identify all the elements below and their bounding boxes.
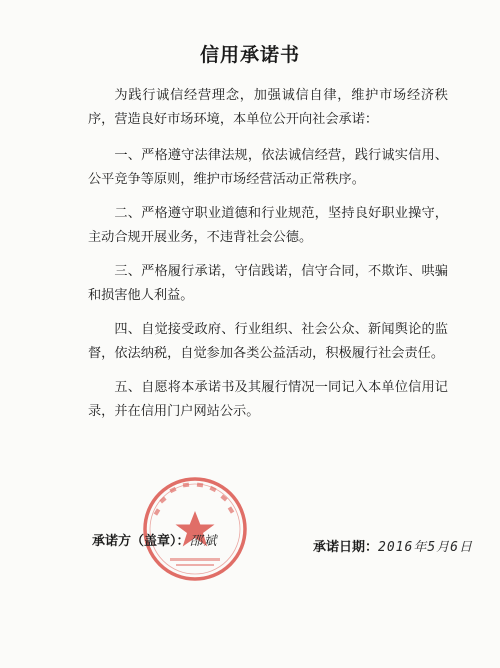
date-handwritten: 2016年5月6日 xyxy=(378,540,473,555)
date-label: 承诺日期： xyxy=(313,540,379,555)
commitment-item-2: 二、严格遵守职业道德和行业规范，坚持良好职业操守，主动合规开展业务，不违背社会公德。 xyxy=(88,206,448,245)
letter-body xyxy=(88,84,448,434)
company-seal-stamp xyxy=(140,474,250,584)
signer-label: 承诺方（盖章）： xyxy=(92,534,190,549)
date-line xyxy=(313,536,473,555)
commitment-item-5: 五、自愿将本承诺书及其履行情况一同记入本单位信用记录，并在信用门户网站公示。 xyxy=(88,380,448,419)
commitment-item-3: 三、严格履行承诺，守信践诺，信守合同，不欺诈、哄骗和损害他人利益。 xyxy=(88,264,448,303)
commitment-item-4: 四、自觉接受政府、行业组织、社会公众、新闻舆论的监督，依法纳税，自觉参加各类公益活动，积极履行社会责任。 xyxy=(88,322,448,361)
document-title: 信用承诺书 xyxy=(199,44,300,66)
intro-paragraph: 为践行诚信经营理念，加强诚信自律，维护市场经济秩序，营造良好市场环境，本单位公开向社会承诺： xyxy=(88,88,448,127)
signer-signature: 邵斌 xyxy=(189,534,218,549)
commitment-item-1: 一、严格遵守法律法规，依法诚信经营，践行诚实信用、公平竞争等原则，维护市场经营活动正常秩序。 xyxy=(88,148,448,187)
signer-line xyxy=(92,530,218,549)
